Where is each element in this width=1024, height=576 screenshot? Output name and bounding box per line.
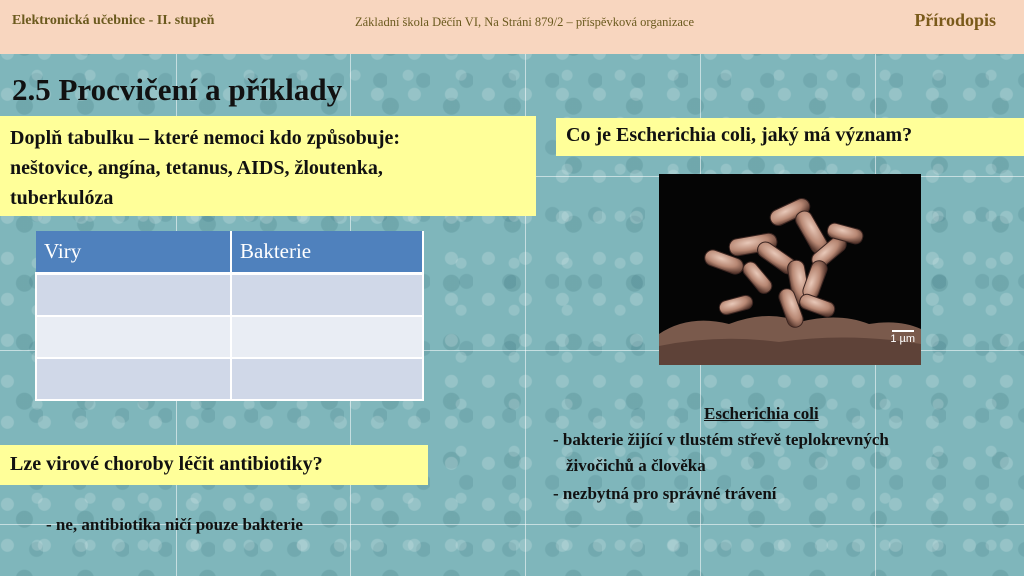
question-box-antibiotics: Lze virové choroby léčit antibiotiky? bbox=[0, 445, 428, 485]
table-cell[interactable] bbox=[231, 316, 423, 358]
task-line: Doplň tabulku – které nemoci kdo způsobuje: bbox=[10, 127, 401, 149]
answer-antibiotics: - ne, antibiotika ničí pouze bakterie bbox=[46, 515, 303, 534]
disease-table bbox=[35, 231, 424, 401]
slide-header bbox=[0, 0, 1024, 54]
task-box-table bbox=[0, 116, 536, 216]
slide-title: 2.5 Procvičení a příklady bbox=[12, 72, 343, 107]
table-row bbox=[36, 358, 423, 400]
ecoli-heading: Escherichia coli bbox=[704, 404, 819, 423]
table-cell[interactable] bbox=[231, 358, 423, 400]
scale-bar-label: 1 µm bbox=[890, 333, 915, 345]
table-header-bakterie: Bakterie bbox=[231, 231, 423, 274]
header-subject-label: Přírodopis bbox=[914, 10, 996, 30]
header-school-label: Základní škola Děčín VI, Na Stráni 879/2 – příspěvková organizace bbox=[355, 15, 695, 29]
bacteria-image bbox=[659, 174, 921, 365]
question-box-ecoli: Co je Escherichia coli, jaký má význam? bbox=[556, 118, 1024, 156]
table-header-viry: Viry bbox=[36, 231, 231, 274]
ecoli-line: - nezbytná pro správné trávení bbox=[553, 484, 777, 503]
task-line: neštovice, angína, tetanus, AIDS, žloutenka, bbox=[10, 157, 383, 179]
table-cell[interactable] bbox=[36, 358, 231, 400]
scale-bar-line bbox=[892, 330, 914, 332]
task-line: tuberkulóza bbox=[10, 187, 114, 209]
header-textbook-label: Elektronická učebnice - II. stupeň bbox=[12, 13, 215, 28]
table-cell[interactable] bbox=[231, 274, 423, 317]
table-row bbox=[36, 316, 423, 358]
scale-bar bbox=[890, 330, 915, 345]
ecoli-line: - bakterie žijící v tlustém střevě teplokrevných bbox=[553, 430, 889, 449]
table-cell[interactable] bbox=[36, 316, 231, 358]
table-header-row bbox=[36, 231, 423, 274]
ecoli-line: živočichů a člověka bbox=[566, 456, 706, 475]
table-row bbox=[36, 274, 423, 317]
table-cell[interactable] bbox=[36, 274, 231, 317]
ecoli-micrograph bbox=[659, 174, 921, 365]
